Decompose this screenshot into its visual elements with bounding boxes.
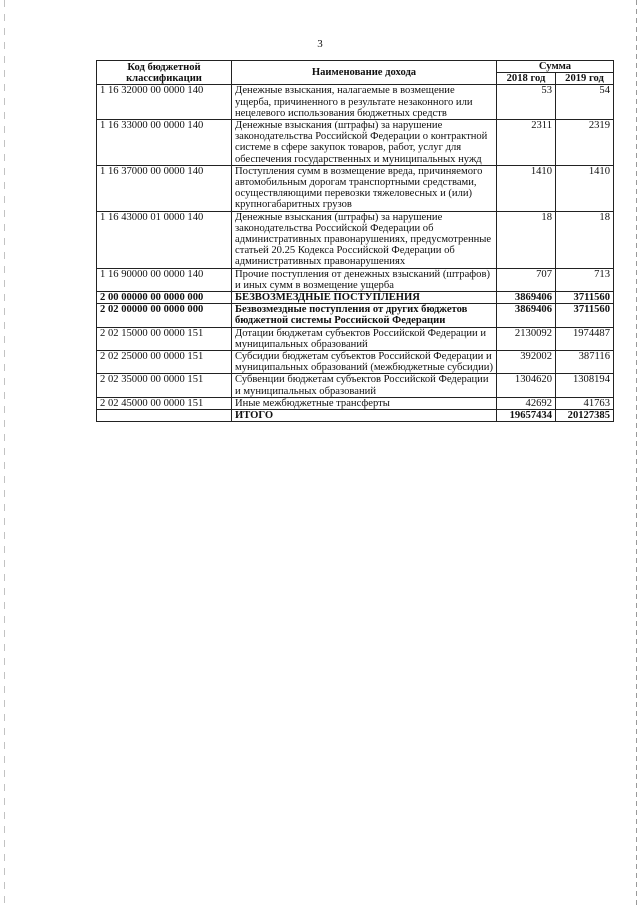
table-row: [97, 351, 614, 374]
row-code-cell: 2 02 45000 00 0000 151: [97, 397, 232, 409]
table-row: [97, 211, 614, 268]
row-name-cell: Субсидии бюджетам субъектов Российской Федерации и муниципальных образований (межбюджетные субсидии): [232, 351, 497, 374]
row-name-cell: Субвенции бюджетам субъектов Российской Федерации и муниципальных образований: [232, 374, 497, 397]
table-row: [97, 85, 614, 120]
scan-edge-right: [636, 0, 637, 905]
row-2019-cell: 387116: [556, 351, 614, 374]
row-code-cell: 1 16 90000 00 0000 140: [97, 268, 232, 291]
row-2019-cell: 2319: [556, 120, 614, 166]
header-year-2018: 2018 год: [497, 73, 556, 85]
row-code-cell: 2 02 00000 00 0000 000: [97, 304, 232, 327]
row-2019-cell: 1410: [556, 165, 614, 211]
row-name-cell: Прочие поступления от денежных взысканий (штрафов) и иных сумм в возмещение ущерба: [232, 268, 497, 291]
row-2019-cell: 41763: [556, 397, 614, 409]
row-2018-cell: 18: [497, 211, 556, 268]
row-code-cell: 1 16 43000 01 0000 140: [97, 211, 232, 268]
row-name-cell: Поступления сумм в возмещение вреда, причиняемого автомобильным дорогам транспортными средствами, осуществляющими перевозки тяжеловесных и (или) крупногабаритных грузов: [232, 165, 497, 211]
row-2019-cell: 54: [556, 85, 614, 120]
table-row: [97, 327, 614, 350]
header-year-2019: 2019 год: [556, 73, 614, 85]
table-body: [97, 85, 614, 422]
table-row: [97, 374, 614, 397]
row-2018-cell: 3869406: [497, 304, 556, 327]
row-2018-cell: 1304620: [497, 374, 556, 397]
row-2018-cell: 2130092: [497, 327, 556, 350]
scan-edge-left: [4, 0, 5, 905]
row-2019-cell: 1974487: [556, 327, 614, 350]
row-2018-cell: 707: [497, 268, 556, 291]
row-2018-cell: 19657434: [497, 410, 556, 422]
table-row: [97, 120, 614, 166]
row-2018-cell: 42692: [497, 397, 556, 409]
table-header: [97, 61, 614, 85]
row-2019-cell: 18: [556, 211, 614, 268]
row-2018-cell: 1410: [497, 165, 556, 211]
table-row: [97, 268, 614, 291]
row-2019-cell: 3711560: [556, 304, 614, 327]
table-row: [97, 292, 614, 304]
row-code-cell: 1 16 37000 00 0000 140: [97, 165, 232, 211]
row-2018-cell: 3869406: [497, 292, 556, 304]
row-name-cell: Денежные взыскания (штрафы) за нарушение законодательства Российской Федерации об административных правонарушениях, предусмотренные статьей 20.25 Кодекса Российской Федерации об административных правонарушениях: [232, 211, 497, 268]
row-name-cell: Денежные взыскания (штрафы) за нарушение законодательства Российской Федерации о контрактной системе в сфере закупок товаров, работ, услуг для обеспечения государственных и муниципальных нужд: [232, 120, 497, 166]
row-2019-cell: 3711560: [556, 292, 614, 304]
row-code-cell: 2 02 25000 00 0000 151: [97, 351, 232, 374]
row-code-cell: 2 02 35000 00 0000 151: [97, 374, 232, 397]
row-name-cell: Безвозмездные поступления от других бюджетов бюджетной системы Российской Федерации: [232, 304, 497, 327]
revenue-table: [96, 60, 614, 422]
row-2019-cell: 713: [556, 268, 614, 291]
row-2019-cell: 1308194: [556, 374, 614, 397]
header-sum: Сумма: [497, 61, 614, 73]
row-code-cell: 1 16 32000 00 0000 140: [97, 85, 232, 120]
row-code-cell: 1 16 33000 00 0000 140: [97, 120, 232, 166]
row-code-cell: [97, 410, 232, 422]
row-2018-cell: 53: [497, 85, 556, 120]
row-2018-cell: 392002: [497, 351, 556, 374]
table-row: [97, 397, 614, 409]
row-name-cell: Денежные взыскания, налагаемые в возмещение ущерба, причиненного в результате незаконного или нецелевого использования бюджетных средств: [232, 85, 497, 120]
row-code-cell: 2 00 00000 00 0000 000: [97, 292, 232, 304]
page-number: 3: [317, 38, 323, 50]
table-row: [97, 165, 614, 211]
row-name-cell: ИТОГО: [232, 410, 497, 422]
row-name-cell: Иные межбюджетные трансферты: [232, 397, 497, 409]
row-2019-cell: 20127385: [556, 410, 614, 422]
table-row: [97, 410, 614, 422]
row-name-cell: БЕЗВОЗМЕЗДНЫЕ ПОСТУПЛЕНИЯ: [232, 292, 497, 304]
row-name-cell: Дотации бюджетам субъектов Российской Федерации и муниципальных образований: [232, 327, 497, 350]
table-row: [97, 304, 614, 327]
row-code-cell: 2 02 15000 00 0000 151: [97, 327, 232, 350]
header-code: Код бюджетной классификации: [97, 61, 232, 85]
header-name: Наименование дохода: [232, 61, 497, 85]
row-2018-cell: 2311: [497, 120, 556, 166]
